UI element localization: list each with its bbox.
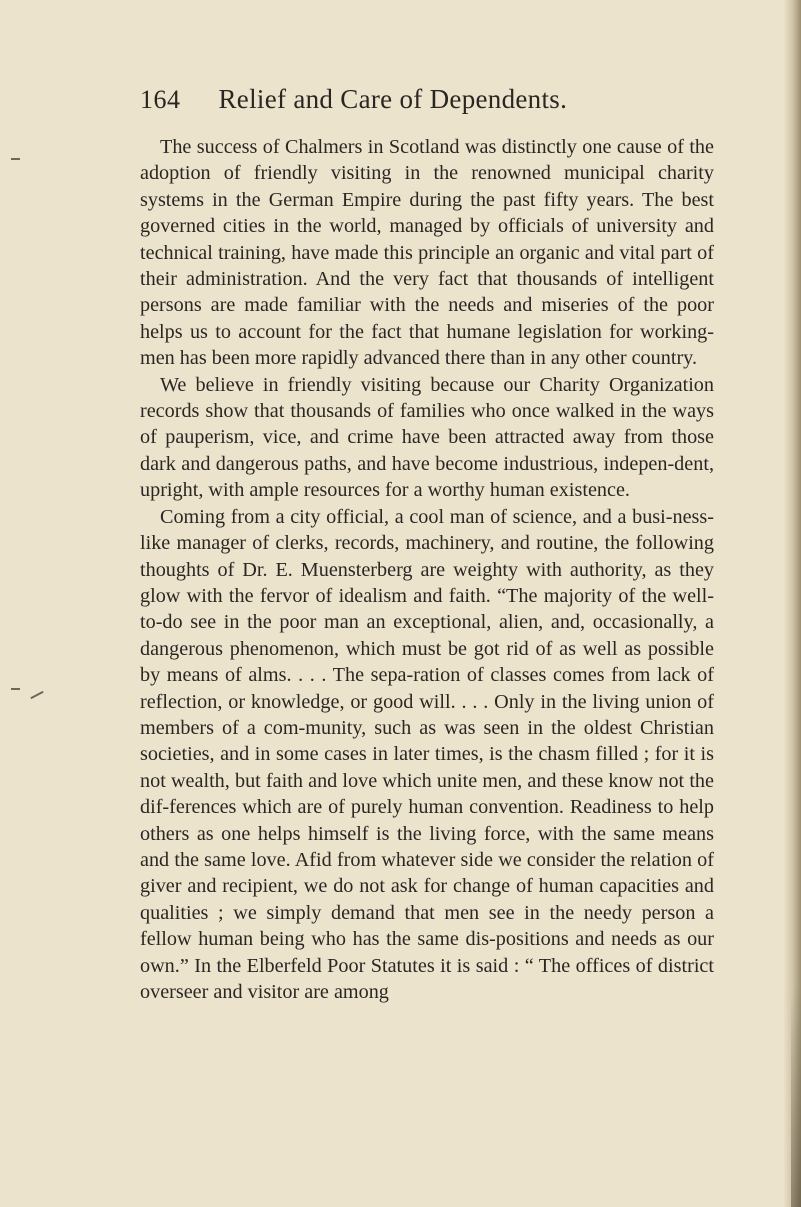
margin-mark	[11, 688, 20, 690]
page-edge-shadow-lower	[791, 987, 801, 1207]
paragraph: The success of Chalmers in Scotland was distinctly one cause of the adoption of friendly visiting in the renowned municipal charity systems in the German Empire during the past fifty years. The best governed cities in the world, managed by officials of university and technical training, have made this principle an organic and vital part of their administration. And the very fact that thousands of intelligent persons are made familiar with the needs and miseries of the poor helps us to account for the fact that humane legislation for working-men has been more rapidly advanced there than in any other country.	[140, 136, 714, 370]
paragraph: Coming from a city official, a cool man of science, and a busi-ness-like manager of clerks, records, machinery, and routine, the following thoughts of Dr. E. Muensterberg are weighty with authority, as they glow with the fervor of idealism and faith. “The majority of the well-to-do see in the poor man an exceptional, alien, and, occasionally, a dangerous phenomenon, which must be got rid of as well as possible by means of alms. . . . The sepa-ration of classes comes from lack of reflection, or knowledge, or good will. . . . Only in the living union of members of a com-munity, such as was seen in the oldest Christian societies, and in some cases in later times, is the chasm filled ; for it is not wealth, but faith and love which unite men, and these know not the dif-ferences which are of purely human convention. Readiness to help others as one helps himself is the living force, with the same means and the same love. Afid from whatever side we consider the relation of giver and recipient, we do not ask for change of human capacities and qualities ; we simply demand that men see in the needy person a fellow human being who has the same dis-positions and needs as our own.” In the Elberfeld Poor Statutes it is said : “ The offices of district overseer and visitor are among	[140, 505, 714, 1003]
running-head: Relief and Care of Dependents.	[218, 84, 568, 114]
paragraph: We believe in friendly visiting because our Charity Organization records show that thousands of families who once walked in the ways of pauperism, vice, and crime have been attracted away from those dark and dangerous paths, and have become industrious, indepen-dent, upright, with ample resources for a worthy human existence.	[140, 373, 714, 502]
page-header	[140, 84, 700, 126]
page-number: 164	[140, 85, 181, 114]
margin-mark	[11, 158, 20, 160]
margin-mark	[30, 691, 43, 699]
body-text	[140, 134, 714, 1005]
